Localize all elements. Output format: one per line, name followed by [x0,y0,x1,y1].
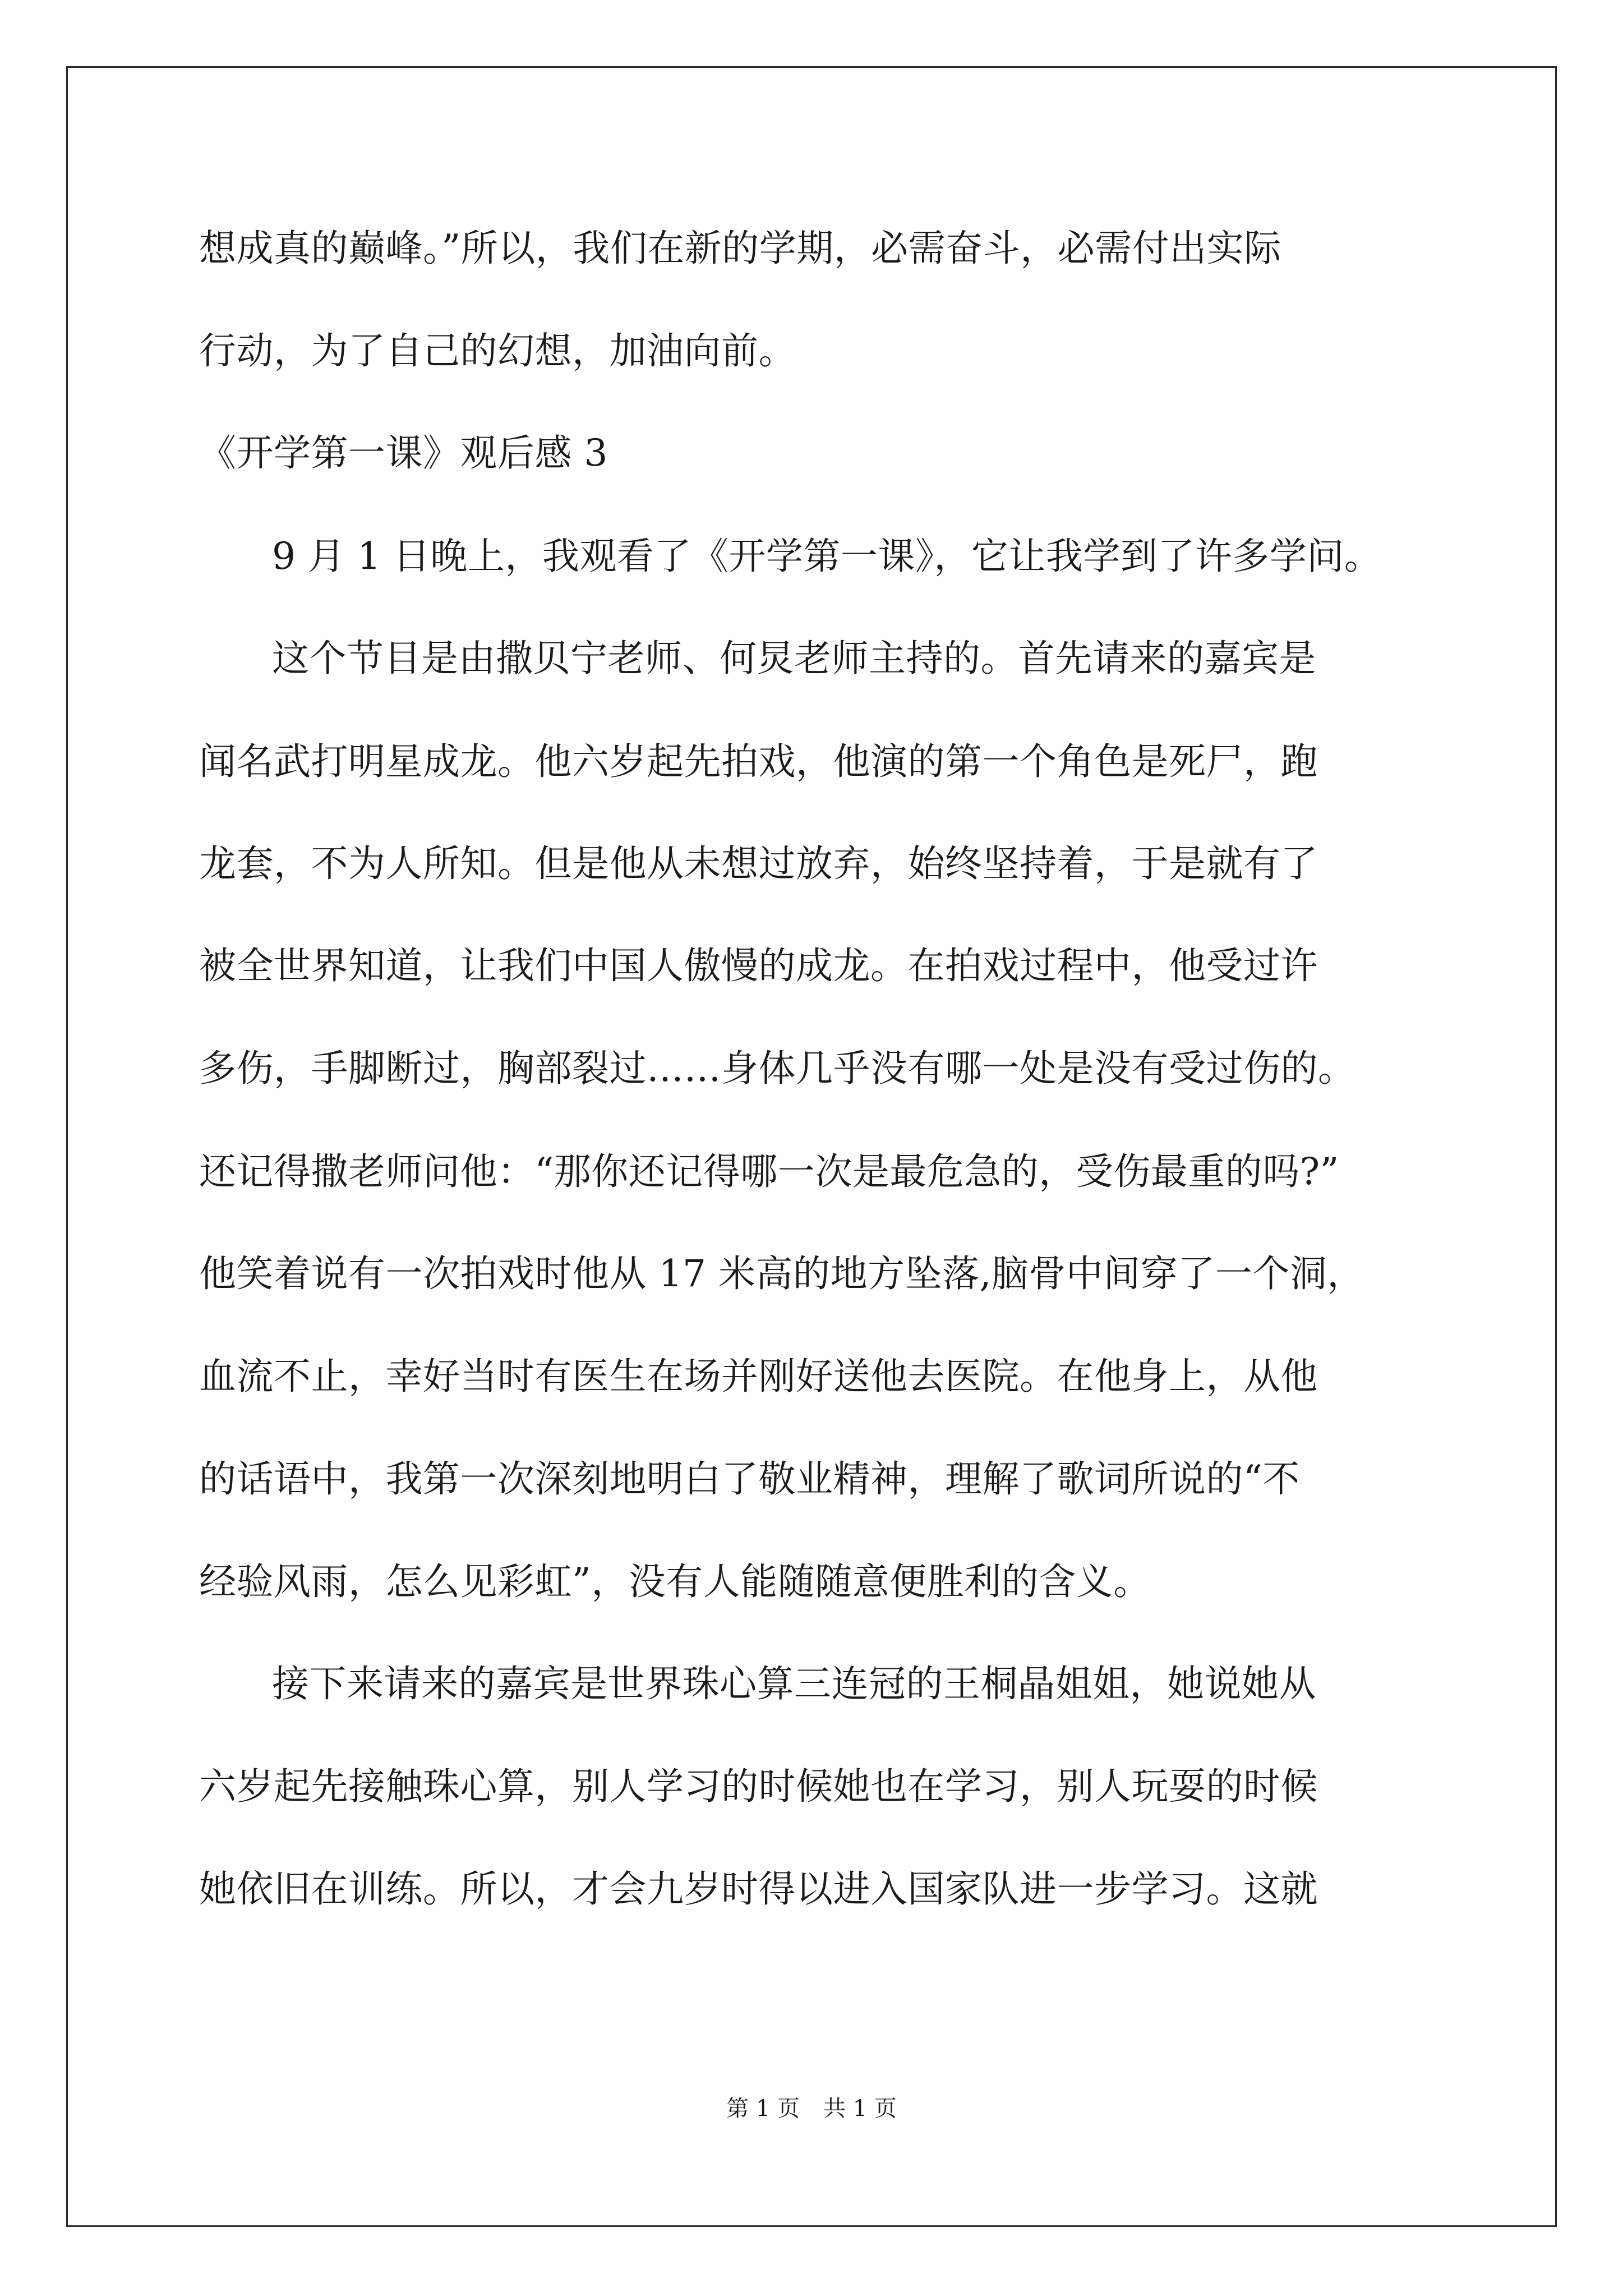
body-line-8: 多伤，手脚断过，胸部裂过……身体几乎没有哪一处是没有受过伤的。 [199,1047,1355,1090]
section-heading: 《开学第一课》观后感 3 [199,431,608,475]
body-line-16: 她依旧在训练。所以，才会九岁时得以进入国家队进一步学习。这就 [199,1867,1318,1911]
body-line-2: 行动，为了自己的幻想，加油向前。 [199,329,796,372]
page-number: 第 1 页 [726,2096,800,2122]
page-total: 共 1 页 [823,2096,897,2122]
body-line-15: 六岁起先接触珠心算，别人学习的时候她也在学习，别人玩耍的时候 [199,1765,1318,1808]
body-line-9: 还记得撒老师问他：“那你还记得哪一次是最危急的，受伤最重的吗?” [199,1150,1339,1193]
body-line-13: 经验风雨，怎么见彩虹”，没有人能随随意便胜利的含义。 [199,1560,1151,1603]
body-line-3: 9 月 1 日晚上，我观看了《开学第一课》，它让我学到了许多学问。 [272,535,1382,578]
body-line-12: 的话语中，我第一次深刻地明白了敬业精神，理解了歌词所说的“不 [199,1457,1300,1501]
body-line-5: 闻名武打明星成龙。他六岁起先拍戏，他演的第一个角色是死尸，跑 [199,740,1318,783]
body-line-14: 接下来请来的嘉宾是世界珠心算三连冠的王桐晶姐姐，她说她从 [272,1662,1316,1705]
body-line-6: 龙套，不为人所知。但是他从未想过放弃，始终坚持着，于是就有了 [199,842,1318,885]
body-line-7: 被全世界知道，让我们中国人傲慢的成龙。在拍戏过程中，他受过许 [199,944,1318,987]
page-footer [0,2095,1623,2123]
body-line-10: 他笑着说有一次拍戏时他从 17 米高的地方坠落,脑骨中间穿了一个洞， [199,1252,1364,1295]
body-line-4: 这个节目是由撒贝宁老师、何炅老师主持的。首先请来的嘉宾是 [272,637,1316,680]
body-line-11: 血流不止，幸好当时有医生在场并刚好送他去医院。在他身上，从他 [199,1355,1318,1398]
body-line-1: 想成真的巅峰。”所以，我们在新的学期，必需奋斗，必需付出实际 [199,227,1281,270]
